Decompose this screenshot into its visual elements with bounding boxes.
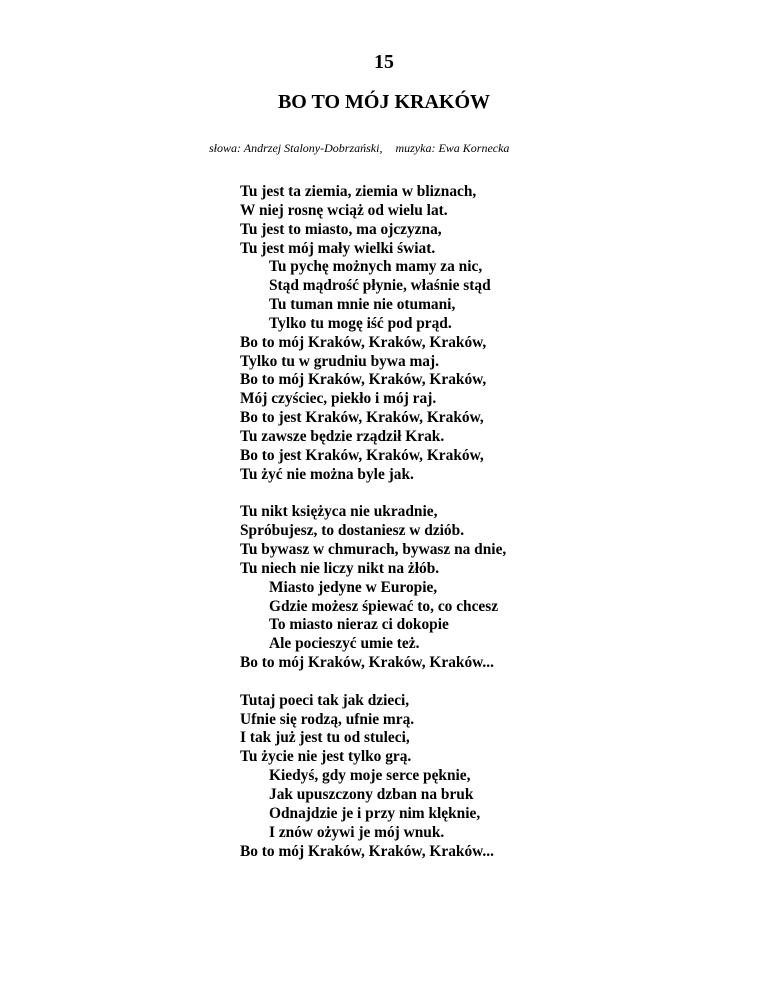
verse-line: Spróbujesz, to dostaniesz w dziób. [240, 522, 465, 540]
verse-line: Ufnie się rodzą, ufnie mrą. [240, 710, 415, 728]
stanza [240, 692, 700, 862]
verse-line: W niej rosnę wciąż od wielu lat. [240, 201, 448, 219]
stanza-gap [240, 485, 700, 504]
verse-line: Tu nikt księżyca nie ukradnie, [240, 503, 438, 521]
indented-verse-line: Jak upuszczony dzban na bruk [269, 786, 474, 803]
lyrics-credit: słowa: Andrzej Stalony-Dobrzański, [209, 141, 383, 155]
indented-verse-line: Odnajdzie je i przy nim klęknie, [269, 804, 481, 822]
chorus-line: Bo to jest Kraków, Kraków, Kraków, [240, 409, 484, 427]
music-credit: muzyka: Ewa Kornecka [395, 141, 510, 155]
indented-verse-line: I znów ożywi je mój wnuk. [269, 823, 445, 841]
indented-verse-line: Gdzie możesz śpiewać to, co chcesz [269, 597, 499, 615]
indented-verse-line: Ale pocieszyć umie też. [269, 635, 420, 653]
chorus-line: Bo to mój Kraków, Kraków, Kraków... [240, 842, 494, 860]
song-number: 15 [374, 51, 394, 73]
indented-verse-line: Miasto jedyne w Europie, [269, 578, 438, 596]
verse-line: Tu niech nie liczy nikt na żłób. [240, 559, 440, 577]
verse-line: Tutaj poeci tak jak dzieci, [240, 691, 410, 709]
chorus-line: Bo to mój Kraków, Kraków, Kraków, [240, 371, 487, 389]
chorus-line: Bo to mój Kraków, Kraków, Kraków... [240, 654, 494, 672]
indented-verse-line: Tu tuman mnie nie otumani, [269, 296, 456, 314]
lyrics-body [240, 183, 700, 861]
indented-verse-line: Tylko tu mogę iść pod prąd. [269, 314, 452, 332]
credits-line [209, 141, 609, 155]
stanza [240, 503, 700, 673]
verse-line: Tu bywasz w chmurach, bywasz na dnie, [240, 541, 507, 559]
verse-line: I tak już jest tu od stuleci, [240, 729, 410, 747]
chorus-line: Bo to mój Kraków, Kraków, Kraków, [240, 333, 487, 351]
stanza-gap [240, 673, 700, 692]
verse-line: Tu jest to miasto, ma ojczyzna, [240, 220, 442, 238]
stanza [240, 183, 700, 485]
indented-verse-line: Stąd mądrość płynie, właśnie stąd [269, 277, 491, 295]
chorus-line: Tu żyć nie można byle jak. [240, 465, 414, 483]
chorus-line: Mój czyściec, piekło i mój raj. [240, 390, 437, 408]
verse-line: Tu jest mój mały wielki świat. [240, 239, 436, 257]
indented-verse-line: Tu pychę możnych mamy za nic, [269, 258, 483, 276]
chorus-line: Bo to jest Kraków, Kraków, Kraków, [240, 446, 484, 464]
song-title: BO TO MÓJ KRAKÓW [277, 91, 491, 113]
indented-verse-line: Kiedyś, gdy moje serce pęknie, [269, 767, 471, 785]
chorus-line: Tu zawsze będzie rządził Krak. [240, 427, 445, 445]
verse-line: Tu jest ta ziemia, ziemia w bliznach, [240, 183, 477, 200]
chorus-line: Tylko tu w grudniu bywa maj. [240, 352, 439, 370]
indented-verse-line: To miasto nieraz ci dokopie [269, 616, 449, 634]
verse-line: Tu życie nie jest tylko grą. [240, 748, 412, 766]
